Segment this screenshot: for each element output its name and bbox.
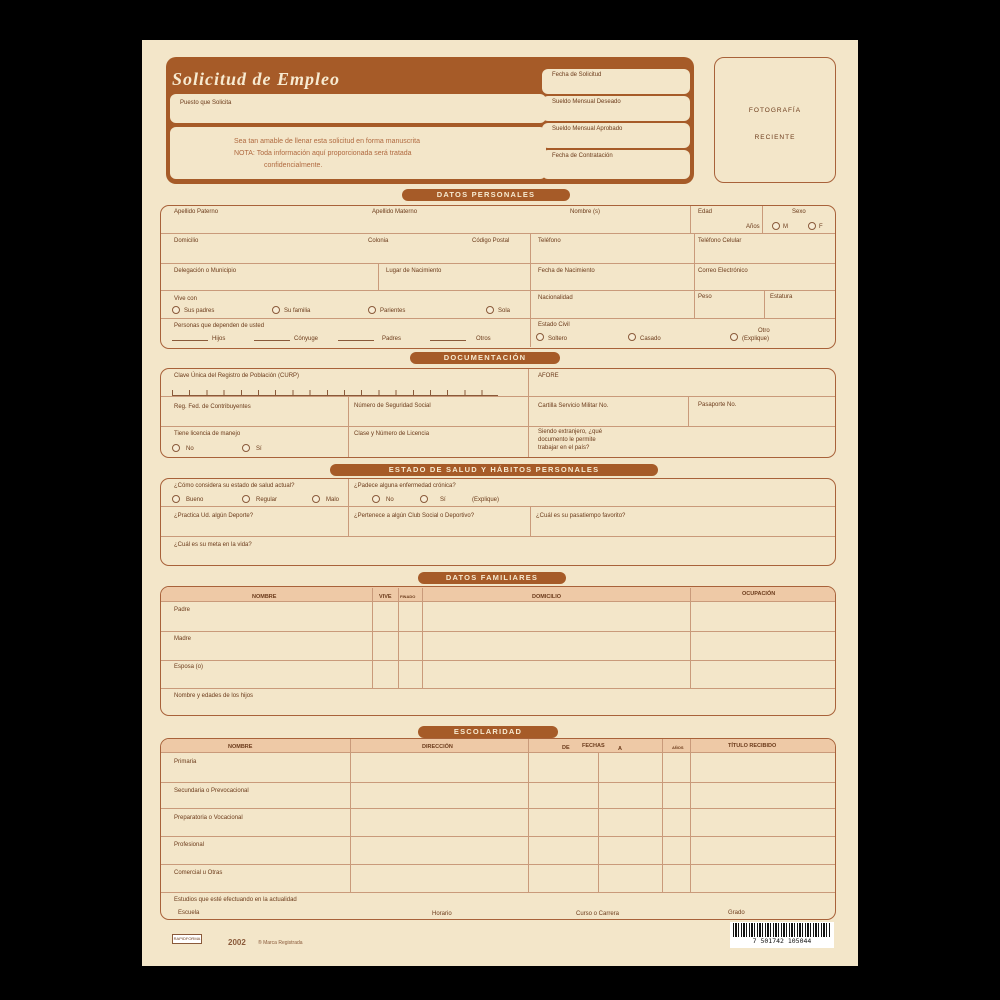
vive-familia-radio[interactable] (272, 306, 280, 314)
domicilio-label: Domicilio (174, 238, 199, 244)
otro-civil-radio[interactable] (730, 333, 738, 341)
note-text-1: Sea tan amable de llenar esta solicitud en forma manuscrita (234, 138, 420, 145)
vive-solo-radio[interactable] (486, 306, 494, 314)
esc-col-titulo: TÍTULO RECIBIDO (728, 743, 777, 749)
puesto-label: Puesto que Solicita (180, 100, 232, 106)
cp-label: Código Postal (472, 238, 510, 244)
barcode (730, 922, 834, 948)
form-code: 2002 (228, 938, 246, 947)
esc-col-nombre: NOMBRE (228, 744, 253, 750)
fam-col-domicilio: DOMICILIO (532, 594, 562, 600)
personal-data-header: DATOS PERSONALES (402, 189, 570, 201)
rfc-label: Reg. Fed. de Contribuyentes (174, 404, 251, 410)
nss-label: Número de Seguridad Social (354, 403, 431, 409)
sueldo-aprobado-label: Sueldo Mensual Aprobado (552, 126, 623, 132)
fam-row-esposa: Esposa (o) (174, 664, 204, 670)
puesto-field[interactable] (170, 94, 546, 123)
delegacion-label: Delegación o Municipio (174, 268, 237, 274)
otros-label: Otros (476, 336, 491, 342)
casado-radio[interactable] (628, 333, 636, 341)
celular-label: Teléfono Celular (698, 238, 742, 244)
vive-familia-label: Su familia (284, 308, 311, 314)
apellido-paterno-label: Apellido Paterno (174, 209, 219, 215)
vive-padres-radio[interactable] (172, 306, 180, 314)
telefono-label: Teléfono (538, 238, 561, 244)
extranjero-label-2: documento le permite (538, 437, 596, 443)
esc-col-direccion: DIRECCIÓN (422, 744, 453, 750)
health-section (160, 478, 836, 566)
education-header: ESCOLARIDAD (418, 726, 558, 738)
photo-box (714, 57, 836, 183)
brand-logo: RAPIDFORMA (172, 934, 202, 944)
sexo-m-label: M (783, 224, 788, 230)
afore-label: AFORE (538, 373, 559, 379)
cronica-si-radio[interactable] (420, 495, 428, 503)
fam-hijos-label: Nombre y edades de los hijos (174, 693, 254, 699)
esc-col-a: A (618, 746, 622, 752)
anos-label: Años (746, 224, 760, 230)
esc-escuela-label: Escuela (178, 910, 200, 916)
clase-licencia-label: Clase y Número de Licencia (354, 431, 430, 437)
esc-row-preparatoria: Preparatoria o Vocacional (174, 815, 243, 821)
documentation-section (160, 368, 836, 458)
fam-col-ocupacion: OCUPACIÓN (742, 591, 776, 597)
fam-row-padre: Padre (174, 607, 191, 613)
salud-bueno-label: Bueno (186, 497, 204, 503)
cronica-no-radio[interactable] (372, 495, 380, 503)
sexo-f-radio[interactable] (808, 222, 816, 230)
barcode-bars (733, 923, 831, 937)
otro-civil-label: Otro (758, 328, 770, 334)
barcode-number: 7 501742 105044 (752, 937, 812, 945)
salud-malo-label: Malo (326, 497, 340, 503)
casado-label: Casado (640, 336, 661, 342)
extranjero-label-1: Siendo extranjero, ¿qué (538, 429, 603, 435)
estado-salud-label: ¿Cómo considera su estado de salud actual? (174, 483, 295, 489)
esc-curso-label: Curso o Carrera (576, 911, 620, 917)
dependientes-label: Personas que dependen de usted (174, 323, 265, 329)
sexo-m-radio[interactable] (772, 222, 780, 230)
photo-label-2: RECIENTE (754, 134, 796, 141)
note-text-2: NOTA: Toda información aquí proporcionada será tratada (234, 150, 412, 157)
esc-col-anos: AÑOS (672, 745, 684, 750)
sexo-label: Sexo (792, 209, 806, 215)
fam-col-nombre: NOMBRE (252, 594, 277, 600)
colonia-label: Colonia (368, 238, 389, 244)
esc-row-primaria: Primaria (174, 759, 197, 765)
esc-grado-label: Grado (728, 910, 745, 916)
form-title: Solicitud de Empleo (172, 69, 341, 89)
nombre-label: Nombre (s) (570, 209, 601, 215)
fam-col-vive: VIVE (379, 594, 392, 600)
edad-label: Edad (698, 209, 713, 215)
curp-label: Clave Única del Registro de Población (CURP) (174, 373, 300, 379)
esc-row-profesional: Profesional (174, 842, 205, 848)
marca-registrada: ® Marca Registrada (258, 940, 303, 946)
club-label: ¿Pertenece a algún Club Social o Deportivo? (354, 513, 475, 519)
pasaporte-label: Pasaporte No. (698, 402, 737, 408)
cronica-si-label: Sí (440, 497, 446, 503)
lugar-nac-label: Lugar de Nacimiento (386, 268, 442, 274)
vive-padres-label: Sus padres (184, 308, 215, 314)
esc-row-comercial: Comercial u Otras (174, 870, 223, 876)
estado-civil-label: Estado Civil (538, 322, 570, 328)
conyuge-label: Cónyuge (294, 336, 319, 342)
fecha-solicitud-label: Fecha de Solicitud (552, 72, 602, 78)
documentation-header: DOCUMENTACIÓN (410, 352, 560, 364)
salud-malo-radio[interactable] (312, 495, 320, 503)
esc-row-secundaria: Secundaria o Prevocacional (174, 788, 249, 794)
licencia-label: Tiene licencia de manejo (174, 431, 241, 437)
salud-regular-radio[interactable] (242, 495, 250, 503)
extranjero-label-3: trabajar en el país? (538, 445, 590, 451)
licencia-si-label: Sí (256, 446, 262, 452)
esc-actual-label: Estudios que esté efectuando en la actualidad (174, 897, 297, 903)
vive-solo-label: Sola (498, 308, 511, 314)
meta-label: ¿Cuál es su meta en la vida? (174, 542, 252, 548)
esc-horario-label: Horario (432, 911, 452, 917)
fam-col-finado: FINADO (400, 594, 416, 599)
salud-regular-label: Regular (256, 497, 278, 503)
cronica-label: ¿Padece alguna enfermedad crónica? (354, 483, 456, 489)
vive-con-label: Vive con (174, 296, 197, 302)
soltero-label: Soltero (548, 336, 568, 342)
deporte-label: ¿Practica Ud. algún Deporte? (174, 513, 254, 519)
soltero-radio[interactable] (536, 333, 544, 341)
explique-civil-label: (Explique) (742, 336, 770, 342)
correo-label: Correo Electrónico (698, 268, 748, 274)
esc-col-fechas: FECHAS (582, 743, 605, 749)
esc-col-de: DE (562, 745, 570, 751)
cartilla-label: Cartilla Servicio Militar No. (538, 403, 609, 409)
salud-bueno-radio[interactable] (172, 495, 180, 503)
nacionalidad-label: Nacionalidad (538, 295, 573, 301)
licencia-no-label: No (186, 446, 194, 452)
vive-parientes-label: Parientes (380, 308, 406, 314)
family-header: DATOS FAMILIARES (418, 572, 566, 584)
licencia-si-radio[interactable] (242, 444, 250, 452)
peso-label: Peso (698, 294, 712, 300)
family-section (160, 586, 836, 716)
sueldo-deseado-label: Sueldo Mensual Deseado (552, 99, 621, 105)
estatura-label: Estatura (770, 294, 793, 300)
hijos-label: Hijos (212, 336, 226, 342)
cronica-explique-label: (Explique) (472, 497, 500, 503)
note-text-3: confidencialmente. (264, 162, 323, 169)
cronica-no-label: No (386, 497, 394, 503)
photo-label-1: FOTOGRAFÍA (748, 107, 802, 114)
apellido-materno-label: Apellido Materno (372, 209, 418, 215)
fecha-nac-label: Fecha de Nacimiento (538, 268, 595, 274)
pasatiempo-label: ¿Cuál es su pasatiempo favorito? (536, 513, 626, 519)
application-form-sheet (142, 40, 858, 966)
sexo-f-label: F (819, 224, 823, 230)
vive-parientes-radio[interactable] (368, 306, 376, 314)
padres-dep-label: Padres (382, 336, 402, 342)
licencia-no-radio[interactable] (172, 444, 180, 452)
fam-row-madre: Madre (174, 636, 192, 642)
curp-tick-row (172, 390, 498, 396)
health-header: ESTADO DE SALUD Y HÁBITOS PERSONALES (330, 464, 658, 476)
fecha-contratacion-label: Fecha de Contratación (552, 153, 613, 159)
